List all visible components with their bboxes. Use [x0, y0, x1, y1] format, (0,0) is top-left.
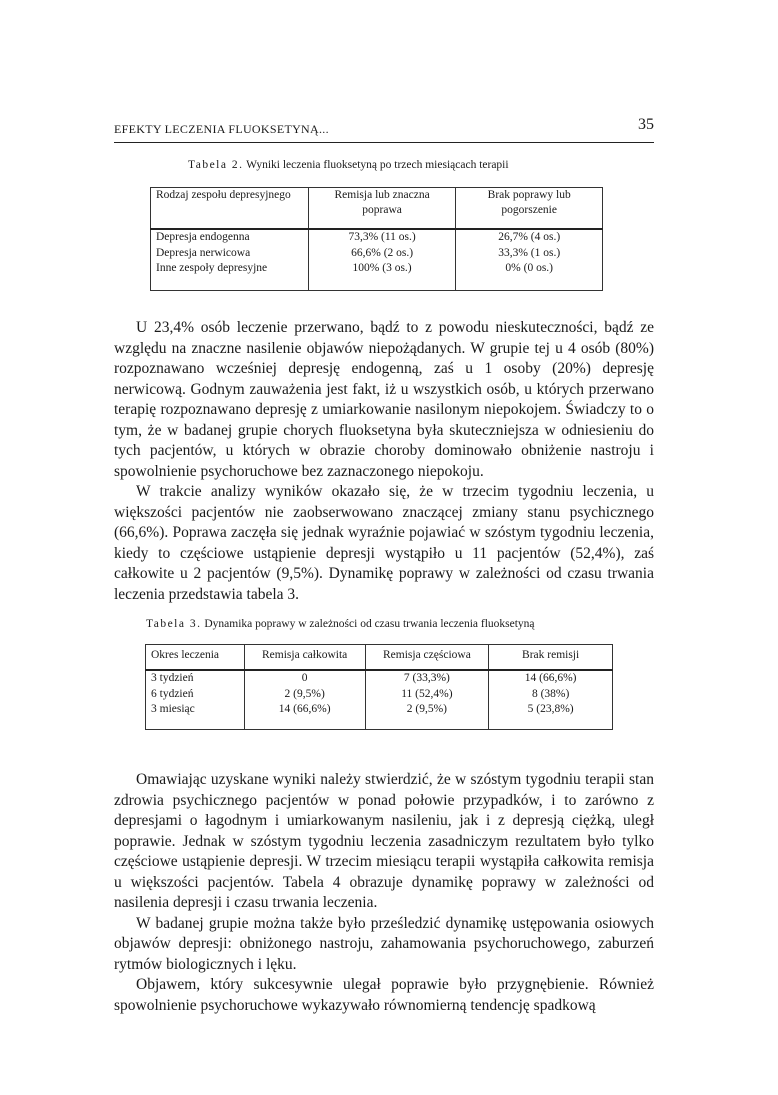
- table2-header-cell: Remisja lub znaczna poprawa: [308, 188, 456, 230]
- table2-column-cell: [308, 229, 456, 291]
- table2-cell: 100% (3 os.): [352, 262, 412, 274]
- table2-caption: [188, 159, 509, 171]
- paragraph: Omawiając uzyskane wyniki należy stwierdzić, że w szóstym tygodniu terapii stan zdrowia psychicznego pacjentów w ponad połowie przypadków, i to zarówno z depresjami o łagodnym i umiarkowanym nasileniu, jak i z depresją ciężką, uległ poprawie. Jednak w szóstym tygodniu leczenia zasadniczym rezultatem było tylko częściowe ustąpienie depresji. W trzecim miesiącu terapii wystąpiła całkowita remisja u większości pacjentów. Tabela 4 obrazuje dynamikę poprawy w zależności od nasilenia depresji i czasu trwania leczenia.: [114, 771, 654, 911]
- body-text-section-2: [114, 770, 654, 1016]
- table2-cell: Inne zespoły depresyjne: [156, 262, 268, 274]
- table2-header-cell: Rodzaj zespołu depresyjnego: [151, 188, 309, 230]
- table3-header-row: [146, 645, 613, 671]
- table3-cell: 6 tydzień: [151, 687, 194, 700]
- table2-cell: 33,3% (1 os.): [498, 246, 561, 259]
- table3-caption-text: Dynamika poprawy w zależności od czasu trwania leczenia fluoksetyną: [204, 618, 535, 630]
- table3-header-cell: Remisja częściowa: [365, 645, 489, 671]
- table3-cell: 2 (9,5%): [406, 703, 448, 715]
- table2-body-row: [151, 229, 603, 291]
- page-header: [114, 116, 654, 143]
- table3-cell: 0: [301, 672, 308, 684]
- table3-cell: 11 (52,4%): [401, 687, 453, 700]
- table3-cell: 8 (38%): [531, 687, 570, 700]
- table2-cell: 66,6% (2 os.): [351, 246, 414, 259]
- table3-column-cell: [489, 670, 613, 730]
- table3-header-cell: Remisja całkowita: [244, 645, 365, 671]
- table2-caption-label: Tabela 2.: [188, 159, 244, 171]
- table2-caption-text: Wyniki leczenia fluoksetyną po trzech miesiącach terapii: [246, 159, 509, 171]
- body-text-section-1: [114, 318, 654, 605]
- table2-header-cell: Brak poprawy lub pogorszenie: [456, 188, 603, 230]
- table3-cell: 3 tydzień: [151, 672, 194, 684]
- table2-cell: Depresja endogenna: [156, 231, 250, 243]
- paragraph: W badanej grupie można także było prześledzić dynamikę ustępowania osiowych objawów depresji: obniżonego nastroju, zahamowania psychoruchowego, zaburzeń rytmów biologicznych i lęku.: [114, 914, 654, 973]
- table3-cell: 2 (9,5%): [284, 687, 325, 700]
- table2-cell: 73,3% (11 os.): [348, 231, 416, 243]
- table3-body-row: [146, 670, 613, 730]
- page-number: 35: [638, 116, 654, 133]
- table2-cell: 26,7% (4 os.): [498, 231, 561, 243]
- paragraph: U 23,4% osób leczenie przerwano, bądź to z powodu nieskuteczności, bądź ze względu na znaczne nasilenie objawów niepożądanych. W grupie tej u 4 osób (80%) rozpoznawano wcześniej depresję endogenną, zaś u 1 osoby (20%) depresję nerwicową. Godnym zauważenia jest fakt, iż u wszystkich osób, u których przerwano terapię rozpoznawano depresję z umiarkowanie nasilonym niepokojem. Świadczy to o tym, że w badanej grupie chorych fluoksetyna była skuteczniejsza w odniesieniu do tych pacjentów, u których w obrazie choroby dominowało obniżenie nastroju i spowolnienie psychoruchowe bez zaznaczonego niepokoju.: [114, 319, 654, 480]
- table2-header-row: [151, 188, 603, 230]
- table3-cell: 14 (66,6%): [524, 672, 577, 684]
- table3-caption: [146, 618, 535, 630]
- table3-cell: 14 (66,6%): [278, 703, 331, 715]
- table3-cell: 3 miesiąc: [151, 703, 195, 715]
- paragraph: Objawem, który sukcesywnie ulegał poprawie było przygnębienie. Również spowolnienie psychoruchowe wykazywało równomierną tendencję spadkową: [114, 976, 654, 1014]
- table3-cell: 5 (23,8%): [527, 703, 574, 715]
- paragraph: W trakcie analizy wyników okazało się, że w trzecim tygodniu leczenia, u większości pacjentów nie zaobserwowano znaczącej zmiany stanu psychicznego (66,6%). Poprawa zaczęła się jednak wyraźnie pojawiać w szóstym tygodniu leczenia, kiedy to częściowe ustąpienie depresji wystąpiło u 11 pacjentów (52,4%), zaś całkowite u 2 pacjentów (9,5%). Dynamikę poprawy w zależności od czasu trwania leczenia przedstawia tabela 3.: [114, 483, 654, 603]
- table3-column-cell: [146, 670, 245, 730]
- table3-cell: 7 (33,3%): [403, 672, 450, 684]
- table3-header-cell: Brak remisji: [489, 645, 613, 671]
- table2: [150, 187, 603, 291]
- table2-column-cell: [151, 229, 309, 291]
- running-title: EFEKTY LECZENIA FLUOKSETYNĄ...: [114, 122, 329, 136]
- table2-cell: Depresja nerwicowa: [156, 246, 251, 259]
- table3-column-cell: [244, 670, 365, 730]
- table2-cell: 0% (0 os.): [505, 262, 553, 274]
- table3-header-cell: Okres leczenia: [146, 645, 245, 671]
- table3-caption-label: Tabela 3.: [146, 618, 202, 630]
- table2-column-cell: [456, 229, 603, 291]
- table3: [145, 644, 613, 730]
- table3-column-cell: [365, 670, 489, 730]
